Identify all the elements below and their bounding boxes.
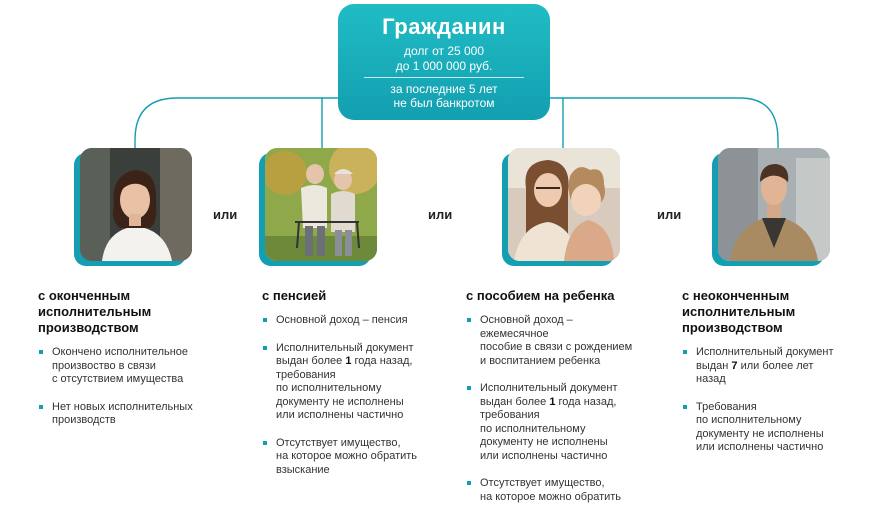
criteria-line: Нет новых исполнительных — [52, 400, 193, 413]
criteria-line: документу не исполнены — [480, 436, 608, 448]
man-portrait-icon — [718, 148, 830, 261]
criteria-line: Исполнительный документ — [696, 346, 834, 358]
photo-mother-child — [508, 148, 620, 261]
title-line: производством — [38, 320, 139, 335]
title-line: с оконченным — [38, 288, 131, 303]
criteria-line: Окончено исполнительное — [52, 346, 189, 358]
criteria-item — [682, 346, 872, 387]
criteria-line: назад — [696, 373, 726, 385]
criteria-line: на которое можно обратить — [276, 450, 418, 462]
criteria-line: или исполнены частично — [276, 409, 404, 421]
category-title — [262, 288, 452, 304]
criteria-line: на которое можно обратить — [480, 490, 622, 503]
category-title — [466, 288, 666, 304]
criteria-item — [262, 314, 452, 328]
mother-with-child-icon — [508, 148, 620, 261]
photo-elderly — [265, 148, 377, 261]
criteria-item — [466, 382, 666, 463]
criteria-item — [38, 346, 228, 387]
criteria-line: документу не исполнены — [276, 395, 404, 408]
criteria-line: Исполнительный документ — [480, 382, 618, 394]
criteria-line: Основной доход – пенсия — [276, 314, 408, 326]
photo-man — [718, 148, 830, 261]
photo-woman — [80, 148, 192, 261]
header-bankrupt-note — [338, 82, 550, 110]
criteria-line: и воспитанием ребенка — [480, 354, 601, 367]
criteria-line: производств — [52, 414, 116, 426]
header-divider — [364, 77, 524, 78]
criteria-line: выдан более 1 года назад, — [480, 395, 617, 408]
category-completed-proceedings — [38, 288, 228, 442]
criteria-list — [38, 346, 228, 428]
title-line: производством — [682, 320, 783, 335]
title-line: исполнительным — [682, 304, 796, 319]
criteria-line: по исполнительному — [696, 414, 802, 426]
criteria-line: произвоство в связи — [52, 359, 156, 372]
or-separator-2: или — [428, 207, 453, 222]
criteria-line: или исполнены частично — [696, 441, 824, 453]
criteria-item — [682, 401, 872, 455]
criteria-line: или исполнены частично — [480, 449, 608, 462]
criteria-line: Отсутствует имущество, — [480, 477, 605, 489]
category-title — [38, 288, 228, 336]
criteria-line: Отсутствует имущество, — [276, 436, 401, 449]
title-line: с неоконченным — [682, 288, 790, 303]
or-separator-1: или — [213, 207, 238, 222]
criteria-list — [682, 346, 872, 455]
criteria-item — [262, 437, 452, 478]
criteria-line: требования — [276, 368, 336, 381]
category-pension — [262, 288, 452, 491]
header-title: Гражданин — [382, 14, 506, 39]
title-line: с пенсией — [262, 288, 327, 303]
criteria-line: выдан 7 или более лет — [696, 359, 814, 372]
woman-portrait-icon — [80, 148, 192, 261]
header-debt-range — [338, 44, 550, 74]
criteria-line: требования — [480, 409, 540, 421]
criteria-line: Исполнительный документ — [276, 341, 414, 354]
header-line-4: не был банкротом — [393, 96, 495, 110]
criteria-line: по исполнительному — [480, 422, 586, 435]
criteria-item — [466, 314, 666, 368]
criteria-line: Основной доход – — [480, 314, 573, 326]
category-title — [682, 288, 872, 336]
criteria-list — [262, 314, 452, 477]
elderly-couple-icon — [265, 148, 377, 261]
header-line-3: за последние 5 лет — [390, 82, 498, 96]
criteria-line: ежемесячное — [480, 327, 549, 340]
criteria-item — [262, 342, 452, 423]
or-separator-3: или — [657, 207, 682, 222]
title-line: исполнительным — [38, 304, 152, 319]
criteria-line: взыскание — [276, 463, 330, 476]
criteria-line: документу не исполнены — [696, 427, 824, 440]
header-line-1: долг от 25 000 — [403, 44, 485, 58]
criteria-line: выдан более 1 года назад, — [276, 355, 413, 367]
category-child-benefit — [466, 288, 666, 518]
criteria-line: пособие в связи с рождением — [480, 341, 633, 353]
criteria-item — [466, 477, 666, 504]
criteria-line: Требования — [696, 400, 757, 413]
criteria-line: по исполнительному — [276, 382, 382, 394]
category-ongoing-proceedings — [682, 288, 872, 469]
header-line-2: до 1 000 000 руб. — [395, 59, 493, 73]
criteria-line: с отсутствием имущества — [52, 373, 184, 385]
citizen-header-box — [338, 4, 550, 120]
criteria-list — [466, 314, 666, 504]
criteria-item — [38, 401, 228, 428]
title-line: с пособием на ребенка — [466, 288, 615, 303]
